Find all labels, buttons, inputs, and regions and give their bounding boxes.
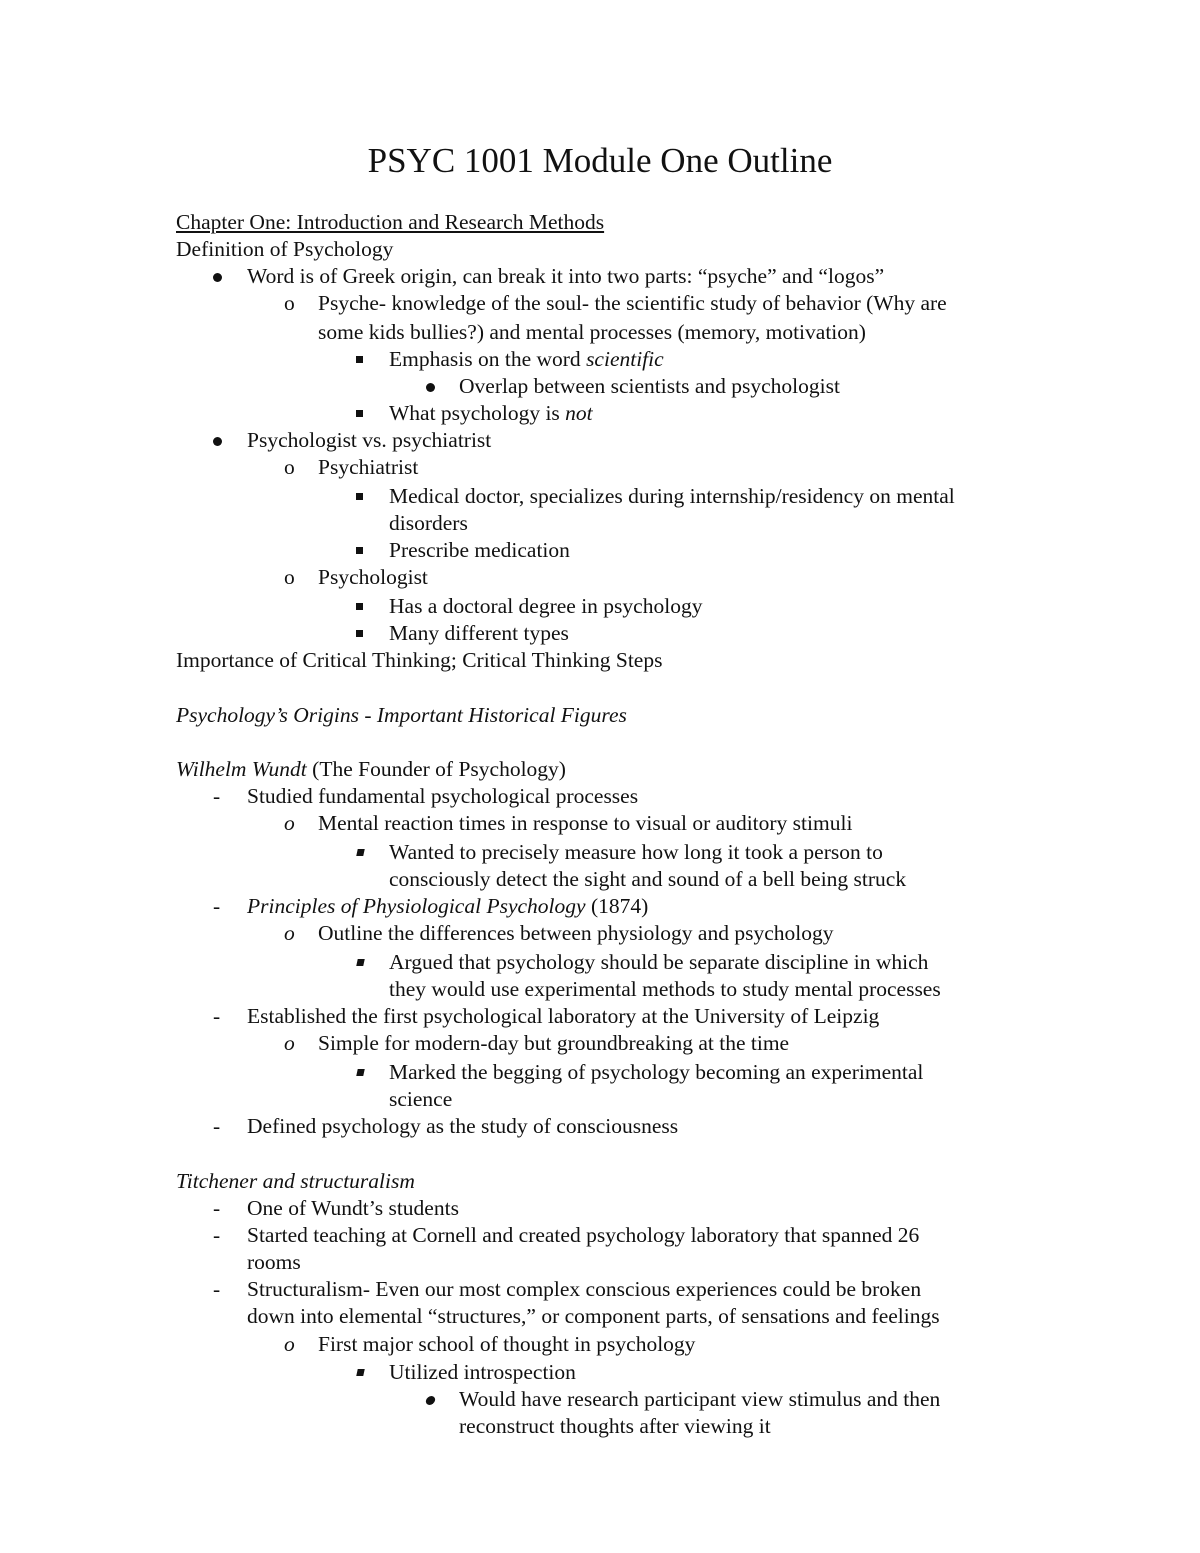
list-item: Psychologist [318, 565, 428, 589]
list-item [389, 346, 664, 373]
list-item: Prescribe medication [389, 538, 570, 562]
book-title: Principles of Physiological Psychology [247, 894, 586, 918]
list-item: Word is of Greek origin, can break it into two parts: “psyche” and “logos” [247, 264, 885, 288]
list-item: Mental reaction times in response to visual or auditory stimuli [318, 811, 853, 835]
list-item: Structuralism- Even our most complex conscious experiences could be broken [247, 1277, 922, 1301]
circle-bullet-icon: o [284, 291, 295, 315]
wundt-subtitle: (The Founder of Psychology) [306, 757, 566, 781]
list-item: Outline the differences between physiology and psychology [318, 921, 834, 945]
square-bullet-icon [356, 493, 363, 500]
titchener-heading: Titchener and structuralism [176, 1169, 415, 1193]
circle-bullet-icon: o [284, 1332, 295, 1356]
list-item-continuation: some kids bullies?) and mental processes (memory, motivation) [318, 320, 866, 344]
emphasis-text: scientific [586, 347, 664, 371]
list-item [389, 400, 593, 427]
critical-thinking-heading: Importance of Critical Thinking; Critical Thinking Steps [176, 648, 663, 672]
list-item: Psychologist vs. psychiatrist [247, 428, 492, 452]
square-bullet-icon [356, 410, 363, 417]
list-item: Studied fundamental psychological processes [247, 784, 639, 808]
square-bullet-icon [356, 356, 363, 363]
bullet-icon [213, 273, 222, 282]
dash-bullet-icon: - [213, 1004, 221, 1028]
list-item-continuation: they would use experimental methods to study mental processes [389, 977, 941, 1001]
list-item: Many different types [389, 621, 569, 645]
square-bullet-icon [356, 603, 363, 610]
list-item: First major school of thought in psychology [318, 1332, 696, 1356]
list-item: Has a doctoral degree in psychology [389, 594, 703, 618]
dash-bullet-icon: - [213, 784, 221, 808]
square-bullet-icon [356, 1369, 364, 1376]
list-item: Overlap between scientists and psychologist [459, 374, 840, 398]
list-item: Utilized introspection [389, 1360, 576, 1384]
list-item: Wanted to precisely measure how long it took a person to [389, 840, 883, 864]
list-item: Started teaching at Cornell and created psychology laboratory that spanned 26 [247, 1223, 920, 1247]
bullet-icon [213, 437, 222, 446]
circle-bullet-icon: o [284, 921, 295, 945]
list-item: Argued that psychology should be separate discipline in which [389, 950, 929, 974]
emphasis-text: not [565, 401, 593, 425]
dash-bullet-icon: - [213, 894, 221, 918]
origins-heading: Psychology’s Origins - Important Historical Figures [176, 703, 627, 727]
list-item: Would have research participant view stimulus and then [459, 1387, 941, 1411]
dash-bullet-icon: - [213, 1196, 221, 1220]
list-item-continuation: down into elemental “structures,” or component parts, of sensations and feelings [247, 1304, 940, 1328]
list-item: Simple for modern-day but groundbreaking at the time [318, 1031, 790, 1055]
list-item-continuation: reconstruct thoughts after viewing it [459, 1414, 771, 1438]
list-item: Marked the begging of psychology becoming an experimental [389, 1060, 924, 1084]
bullet-icon [425, 1396, 436, 1405]
dash-bullet-icon: - [213, 1277, 221, 1301]
square-bullet-icon [356, 959, 364, 966]
dash-bullet-icon: - [213, 1114, 221, 1138]
circle-bullet-icon: o [284, 1031, 295, 1055]
square-bullet-icon [356, 547, 363, 554]
list-item: Psychiatrist [318, 455, 419, 479]
list-item: Medical doctor, specializes during internship/residency on mental [389, 484, 955, 508]
dash-bullet-icon: - [213, 1223, 221, 1247]
list-item: Defined psychology as the study of consciousness [247, 1114, 679, 1138]
list-item [247, 893, 648, 920]
list-item-continuation: science [389, 1087, 453, 1111]
list-item-text: (1874) [585, 894, 649, 918]
definition-heading: Definition of Psychology [176, 237, 394, 261]
square-bullet-icon [356, 1069, 364, 1076]
bullet-icon [426, 383, 435, 392]
circle-bullet-icon: o [284, 455, 295, 479]
list-item-continuation: rooms [247, 1250, 301, 1274]
list-item: Psyche- knowledge of the soul- the scientific study of behavior (Why are [318, 291, 947, 315]
circle-bullet-icon: o [284, 565, 295, 589]
circle-bullet-icon: o [284, 811, 295, 835]
list-item-text: Emphasis on the word [389, 347, 587, 371]
list-item-text: What psychology is [389, 401, 566, 425]
wundt-name: Wilhelm Wundt [176, 757, 307, 781]
square-bullet-icon [356, 630, 363, 637]
chapter-heading: Chapter One: Introduction and Research Methods [176, 210, 605, 234]
list-item: Established the first psychological laboratory at the University of Leipzig [247, 1004, 880, 1028]
list-item-continuation: consciously detect the sight and sound of a bell being struck [389, 867, 907, 891]
page-title: PSYC 1001 Module One Outline [367, 141, 833, 180]
list-item-continuation: disorders [389, 511, 468, 535]
square-bullet-icon [356, 849, 364, 856]
wundt-heading [176, 756, 566, 783]
list-item: One of Wundt’s students [247, 1196, 459, 1220]
